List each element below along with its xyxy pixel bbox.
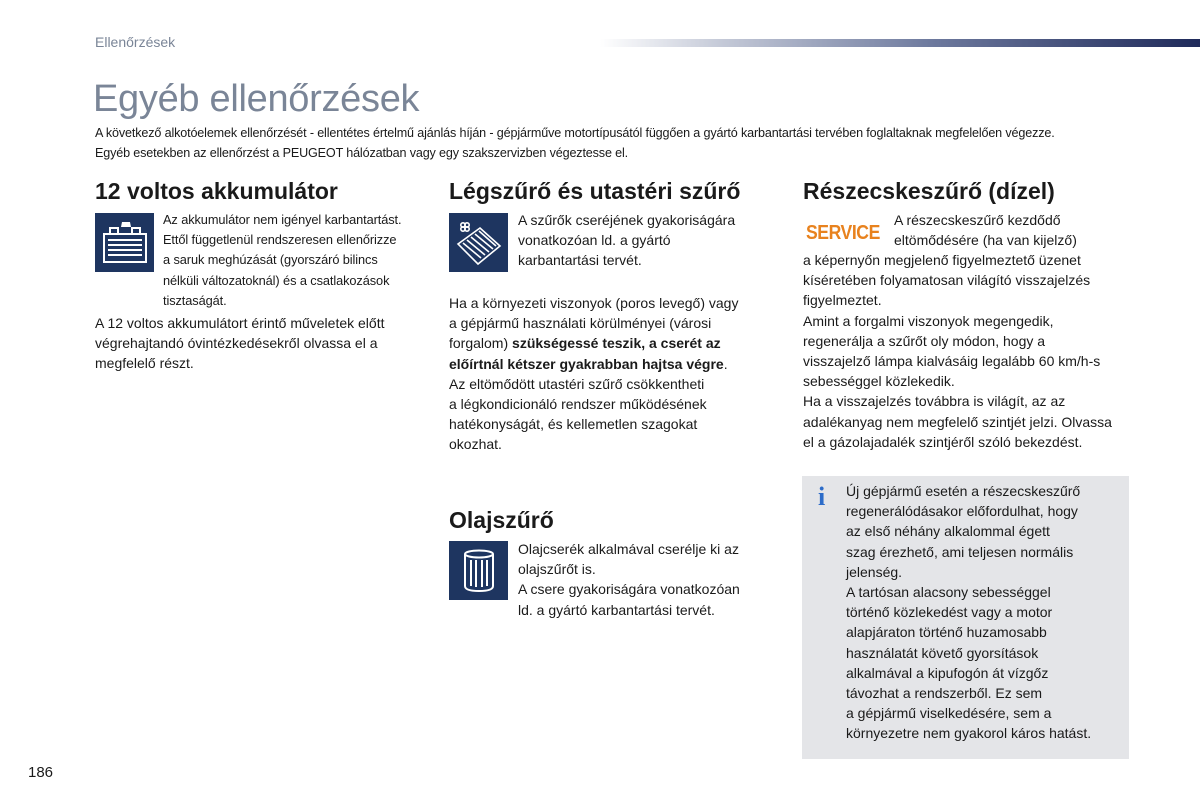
- text-line: távozhat a rendszerből. Ez sem: [846, 685, 1043, 702]
- text-line: környezetre nem gyakorol káros hatást.: [846, 725, 1092, 742]
- text-line: A csere gyakoriságára vonatkozóan: [518, 581, 740, 598]
- battery-body-text: [95, 313, 384, 374]
- text-line: regenerálja a szűrőt oly módon, hogy a: [803, 332, 1046, 349]
- text-line: megfelelő részt.: [95, 355, 194, 372]
- text-line: A 12 voltos akkumulátort érintő műveletek előtt: [95, 315, 385, 331]
- section-header: Ellenőrzések: [95, 34, 176, 50]
- text-line: visszajelző lámpa kialvásáig legalább 60 km/h-s: [803, 353, 1101, 370]
- text-line: Olajcserék alkalmával cserélje ki az: [518, 541, 739, 557]
- text-span: forgalom): [449, 335, 513, 352]
- service-warning-icon: SERVICE: [806, 222, 880, 244]
- particle-filter-section-title: Részecskeszűrő (dízel): [803, 178, 1055, 204]
- text-line: eltömődésére (ha van kijelző): [894, 232, 1077, 249]
- text-line: figyelmeztet.: [803, 292, 882, 309]
- text-line: karbantartási tervét.: [518, 252, 642, 269]
- text-line: Ha a visszajelzés továbbra is világít, az az: [803, 393, 1066, 410]
- text-line: ld. a gyártó karbantartási tervét.: [518, 601, 715, 618]
- text-line: adalékanyag nem megfelelő szintjét jelzi. Olvassa: [803, 413, 1112, 430]
- text-line: sebességgel közlekedik.: [803, 373, 955, 390]
- intro-line: Egyéb esetekben az ellenőrzést a PEUGEOT hálózatban vagy egy szakszervizben végeztesse el.: [95, 146, 629, 160]
- text-line: tisztaságát.: [163, 292, 227, 308]
- info-icon: i: [818, 482, 826, 511]
- text-line: alkalmával a kipufogón át vízgőz: [846, 664, 1049, 681]
- page-number: 186: [28, 764, 54, 781]
- text-line: történő közlekedést vagy a motor: [846, 604, 1053, 621]
- bold-text: szükségessé teszik, a cserét az: [512, 335, 721, 352]
- text-line: A részecskeszűrő kezdődő: [894, 212, 1061, 228]
- text-line: okozhat.: [449, 436, 502, 453]
- intro-paragraph: [95, 123, 1165, 163]
- battery-side-text: [163, 210, 401, 311]
- page-title: Egyéb ellenőrzések: [93, 78, 420, 120]
- text-line: jelenség.: [846, 563, 903, 580]
- text-line: Az akkumulátor nem igényel karbantartást.: [163, 212, 402, 227]
- battery-icon: [95, 213, 154, 272]
- battery-section-title: 12 voltos akkumulátor: [95, 178, 338, 204]
- bold-text: előírtnál kétszer gyakrabban hajtsa végre: [449, 355, 724, 372]
- text-line: alapjáraton történő huzamosabb: [846, 624, 1047, 641]
- oil-filter-icon: [449, 541, 508, 600]
- text-line: nélküli változatoknál) és a csatlakozások: [163, 272, 390, 288]
- text-line: a légkondicionáló rendszer működésének: [449, 396, 707, 413]
- text-line: kíséretében folyamatosan világító visszajelzés: [803, 272, 1091, 289]
- text-line: Ha a környezeti viszonyok (poros levegő) vagy: [449, 295, 739, 311]
- text-line: végrehajtandó óvintézkedésekről olvassa el a: [95, 335, 378, 352]
- air-filter-side-text: [518, 210, 735, 271]
- air-filter-icon: [449, 213, 508, 272]
- text-line: a gépjármű viselkedésére, sem a: [846, 705, 1052, 722]
- text-line: a képernyőn megjelenő figyelmeztető üzenet: [803, 252, 1081, 268]
- particle-filter-body-text: [803, 250, 1112, 452]
- text-line: a saruk meghúzását (gyorszáró bilincs: [163, 252, 378, 268]
- text-line: Az eltömődött utastéri szűrő csökkentheti: [449, 375, 705, 392]
- text-line: el a gázolajadalék szintjéről szóló bekezdést.: [803, 433, 1083, 450]
- text-line: A szűrők cseréjének gyakoriságára: [518, 212, 736, 228]
- text-line: szag érezhető, ami teljesen normális: [846, 543, 1074, 560]
- text-line: A tartósan alacsony sebességgel: [846, 584, 1051, 601]
- oil-filter-section-title: Olajszűrő: [449, 507, 554, 533]
- text-line: használatát követő gyorsítások: [846, 644, 1039, 661]
- particle-filter-side-text: [894, 210, 1077, 250]
- text-line: hatékonyságát, és kellemetlen szagokat: [449, 416, 698, 433]
- text-line: az első néhány alkalommal égett: [846, 523, 1050, 540]
- oil-filter-side-text: [518, 539, 740, 620]
- text-span: .: [723, 355, 728, 372]
- text-line: Amint a forgalmi viszonyok megengedik,: [803, 312, 1054, 329]
- air-filter-body-text: [449, 293, 738, 455]
- air-filter-section-title: Légszűrő és utastéri szűrő: [449, 178, 741, 204]
- text-line: Új gépjármű esetén a részecskeszűrő: [846, 483, 1081, 499]
- text-line: a gépjármű használati körülményei (városi: [449, 315, 712, 332]
- intro-line: A következő alkotóelemek ellenőrzését - ellentétes értelmű ajánlás híján - gépjárműve motortípusától függően a gyártó karbantartási tervében foglaltaknak megfelelően végezze.: [95, 126, 1055, 140]
- header-gradient-bar: [600, 39, 1200, 47]
- text-line: Ettől függetlenül rendszeresen ellenőrizze: [163, 232, 397, 248]
- text-line: [449, 333, 738, 353]
- text-line: regenerálódásakor előfordulhat, hogy: [846, 503, 1078, 520]
- text-line: olajszűrőt is.: [518, 561, 596, 578]
- text-line: [449, 354, 738, 374]
- text-line: vonatkozóan ld. a gyártó: [518, 232, 671, 249]
- info-text: [846, 481, 1091, 744]
